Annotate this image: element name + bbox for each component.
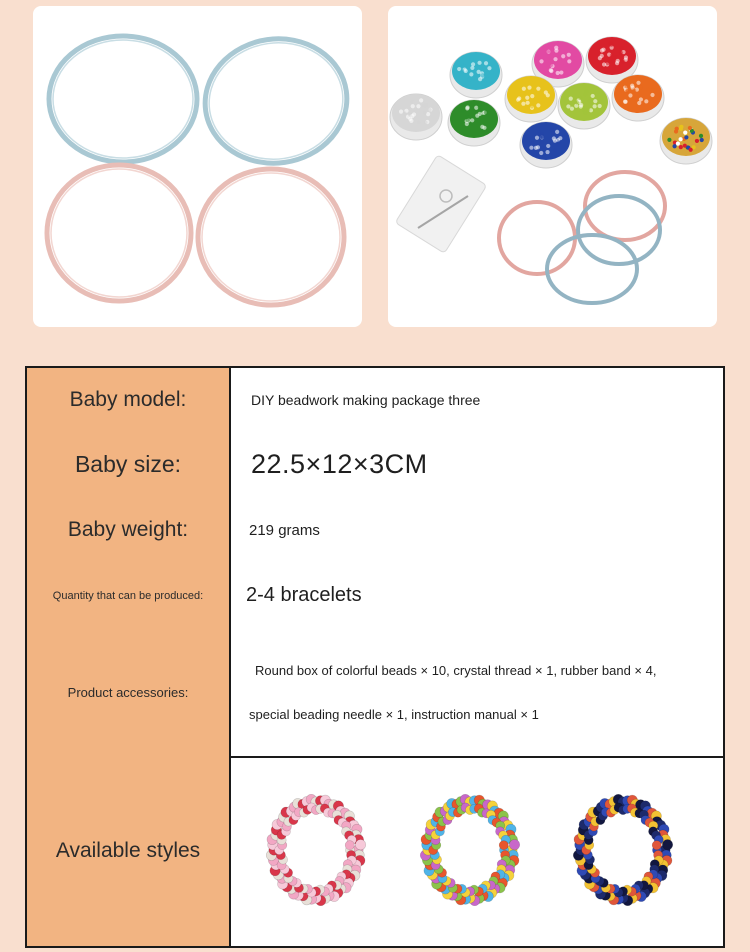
weight-label: Baby weight:	[27, 497, 231, 563]
kit-contents-photo	[388, 6, 717, 327]
size-label: Baby size:	[27, 432, 231, 497]
bead-box	[450, 52, 502, 98]
model-label: Baby model:	[27, 368, 231, 432]
row-weight	[27, 497, 723, 565]
model-value: DIY beadwork making package three	[231, 368, 723, 432]
bead-box	[520, 122, 572, 168]
weight-value: 219 grams	[231, 497, 723, 563]
bead-box	[390, 94, 442, 140]
bead-box	[558, 83, 610, 129]
quantity-label: Quantity that can be produced:	[27, 563, 231, 628]
row-model	[27, 368, 723, 434]
accessories-value-line2: special beading needle × 1, instruction manual × 1	[249, 706, 539, 722]
quantity-value: 2-4 bracelets	[231, 563, 723, 628]
row-size	[27, 432, 723, 499]
bead-box	[448, 100, 500, 146]
styles-label: Available styles	[27, 756, 231, 946]
multicolor-bracelet	[420, 794, 520, 905]
navy-bracelet	[573, 794, 673, 905]
bead-box	[612, 75, 664, 121]
pink-red-bracelet	[266, 794, 366, 905]
spec-table	[25, 366, 725, 948]
styles-gallery	[231, 756, 723, 946]
bead-box	[660, 118, 712, 164]
bead-box	[505, 76, 557, 122]
row-styles	[27, 756, 723, 946]
hoops-product-photo	[33, 6, 362, 327]
row-quantity	[27, 563, 723, 630]
row-accessories	[27, 628, 723, 758]
accessories-value-line1: Round box of colorful beads × 10, crystal thread × 1, rubber band × 4,	[255, 662, 657, 678]
accessories-label: Product accessories:	[27, 628, 231, 756]
needle-card	[395, 155, 487, 254]
size-value: 22.5×12×3CM	[231, 432, 723, 497]
